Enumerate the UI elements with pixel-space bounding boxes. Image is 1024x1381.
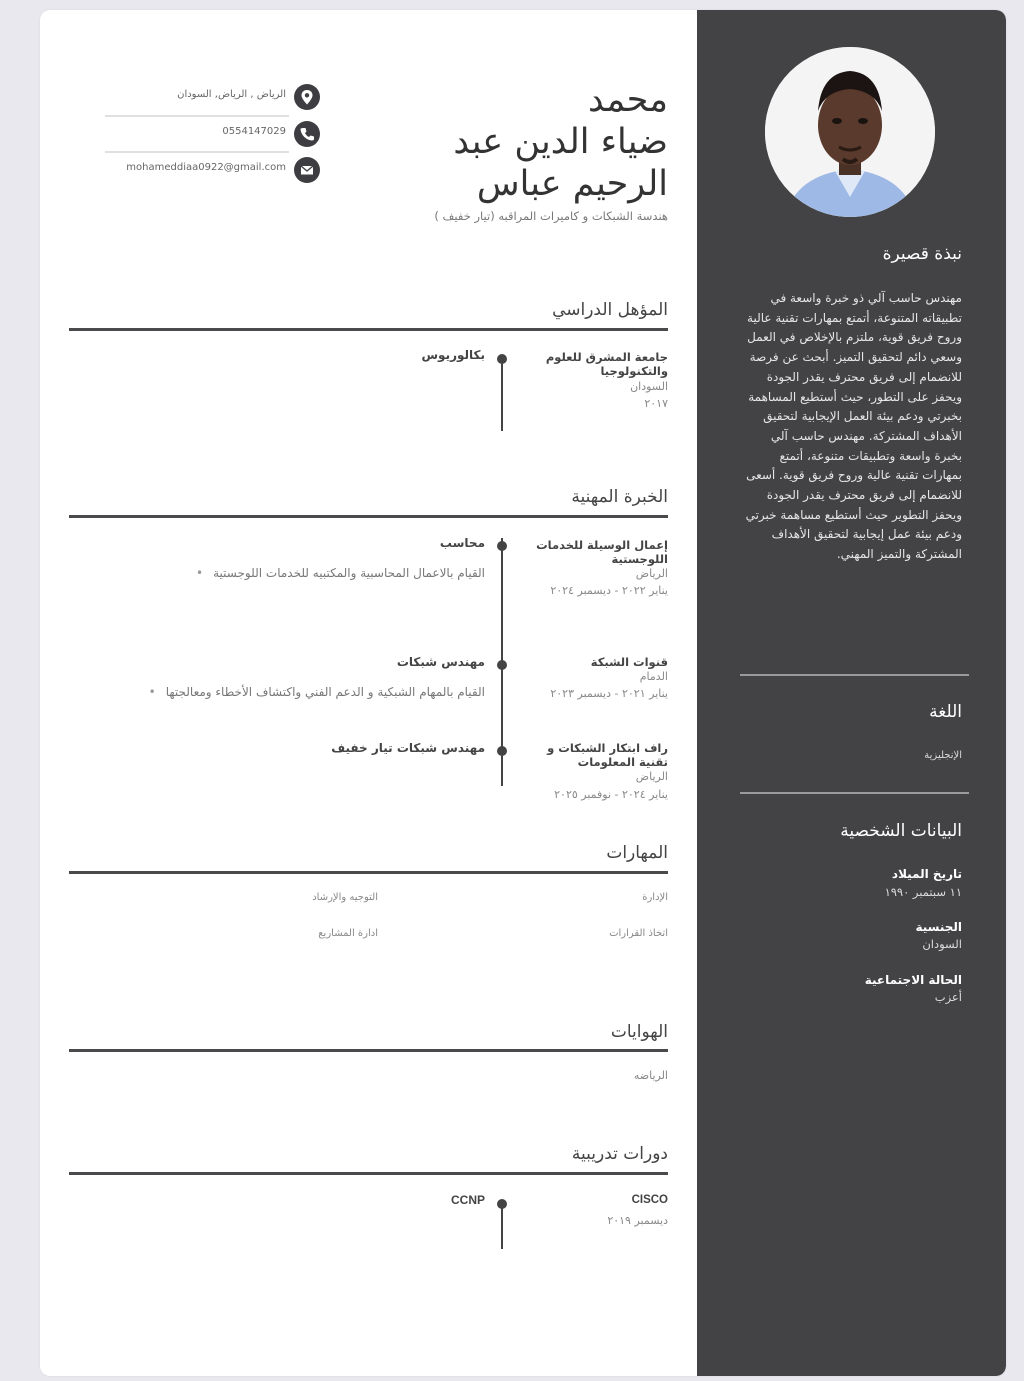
experience-location: الدمام xyxy=(639,670,668,683)
experience-location: الرياض xyxy=(635,770,668,783)
experience-date: يناير ٢٠٢٢ - ديسمبر ٢٠٢٤ xyxy=(550,584,668,597)
experience-desc xyxy=(149,685,485,699)
location-text: الرياض , الرياض, السودان xyxy=(177,89,286,100)
section-rule xyxy=(69,1049,668,1052)
education-title: المؤهل الدراسي xyxy=(552,300,668,320)
hobbies-title: الهوايات xyxy=(610,1022,668,1042)
timeline-line xyxy=(501,359,503,431)
education-org: جامعة المشرق للعلوم والتكنولوجيا xyxy=(545,350,668,378)
training-title: دورات تدريبية xyxy=(571,1144,668,1164)
timeline-dot xyxy=(497,541,507,551)
experience-org: قنوات الشبكة xyxy=(590,655,668,669)
birth-value: ١١ سبتمبر ١٩٩٠ xyxy=(884,885,962,899)
experience-date: يناير ٢٠٢١ - ديسمبر ٢٠٢٣ xyxy=(550,687,668,700)
name-line-2: ضياء الدين عبد xyxy=(453,122,668,162)
skill-item: الإدارة xyxy=(642,892,668,903)
experience-title: الخبرة المهنية xyxy=(571,487,668,507)
timeline-dot xyxy=(497,1199,507,1209)
name-line-1: محمد xyxy=(588,80,668,120)
contact-divider xyxy=(105,151,289,153)
experience-role: مهندس شبكات xyxy=(396,655,485,669)
profile-photo xyxy=(765,47,935,217)
training-course: CCNP xyxy=(450,1193,485,1207)
resume-page xyxy=(40,10,1006,1376)
skill-item: ادارة المشاريع xyxy=(318,928,378,939)
hobby-item: الرياضه xyxy=(633,1069,668,1082)
section-rule xyxy=(69,328,668,331)
skill-item: اتخاذ القرارات xyxy=(609,928,668,939)
education-location: السودان xyxy=(630,380,668,393)
phone-icon xyxy=(294,121,320,147)
section-rule xyxy=(69,1172,668,1175)
skill-item: التوجيه والإرشاد xyxy=(312,892,378,903)
education-date: ٢٠١٧ xyxy=(644,397,668,410)
language-title: اللغة xyxy=(929,702,962,722)
nationality-value: السودان xyxy=(922,937,962,951)
sidebar-divider xyxy=(740,674,969,676)
contact-divider xyxy=(105,115,289,117)
contact-email xyxy=(102,155,320,185)
experience-org: راف ابتكار الشبكات و تقنية المعلومات xyxy=(547,741,668,769)
section-rule xyxy=(69,515,668,518)
name-line-3: الرحيم عباس xyxy=(476,164,668,204)
contact-location xyxy=(102,82,320,112)
personal-title: البيانات الشخصية xyxy=(840,821,962,841)
experience-role: محاسب xyxy=(439,536,485,550)
experience-desc-text: القيام بالاعمال المحاسبية والمكتبيه للخدمات اللوجستية xyxy=(213,566,485,580)
envelope-icon xyxy=(294,157,320,183)
job-subtitle: هندسة الشبكات و كاميرات المراقبه (تيار خفيف ) xyxy=(434,209,668,223)
skills-title: المهارات xyxy=(606,843,668,863)
section-rule xyxy=(69,871,668,874)
marital-label: الحالة الاجتماعية xyxy=(864,973,962,987)
nationality-label: الجنسية xyxy=(915,920,962,934)
education-degree: بكالوريوس xyxy=(421,348,485,362)
location-pin-icon xyxy=(294,84,320,110)
experience-desc xyxy=(196,566,485,580)
email-text[interactable]: mohameddiaa0922@gmail.com xyxy=(126,162,286,173)
experience-role: مهندس شبكات تيار خفيف xyxy=(331,741,485,755)
timeline-dot xyxy=(497,746,507,756)
training-date: ديسمبر ٢٠١٩ xyxy=(607,1214,668,1227)
bullet-icon: • xyxy=(196,566,204,580)
about-title: نبذة قصيرة xyxy=(882,244,962,264)
experience-location: الرياض xyxy=(635,567,668,580)
timeline-dot xyxy=(497,354,507,364)
birth-label: تاريخ الميلاد xyxy=(891,867,962,881)
timeline-dot xyxy=(497,660,507,670)
sidebar xyxy=(697,10,1006,1376)
language-item: الإنجليزية xyxy=(924,750,962,761)
experience-desc-text: القيام بالمهام الشبكية و الدعم الفني واكتشاف الأخطاء ومعالجتها xyxy=(165,685,485,699)
about-text: مهندس حاسب آلي ذو خبرة واسعة في تطبيقاته المتنوعة، أتمتع بمهارات تقنية عالية وروح فريق قوية، ملتزم بالإخلاص في العمل وسعي دائم لتحقيق التميز. أبحث عن فرصة للانضمام إلى فريق محترف يقدر الجودة ويحفز على التطور، حيث أستطيع المساهمة بخبرتي ودعم بيئة العمل الإيجابية لتحقيق الأهداف المشتركة. مهندس حاسب آلي بخبرة واسعة وتطبيقات متنوعة، أتمتع بمهارات تقنية عالية وروح فريق قوية. أسعى للانضمام إلى فريق محترف يقدر الجودة ويحفز التطوير حيث أستطيع مساهمة خبرتي ودعم بيئة عمل إيجابية لتحقيق الأهداف المشتركة والتميز المهني. xyxy=(745,291,962,562)
bullet-icon: • xyxy=(148,685,156,699)
experience-org: إعمال الوسيلة للخدمات اللوجستية xyxy=(536,538,668,566)
contact-phone xyxy=(102,119,320,149)
marital-value: أعزب xyxy=(934,990,962,1004)
experience-date: يناير ٢٠٢٤ - نوفمبر ٢٠٢٥ xyxy=(554,788,668,801)
phone-text[interactable]: 0554147029 xyxy=(222,126,286,137)
training-org: CISCO xyxy=(631,1194,668,1206)
sidebar-divider xyxy=(740,792,969,794)
